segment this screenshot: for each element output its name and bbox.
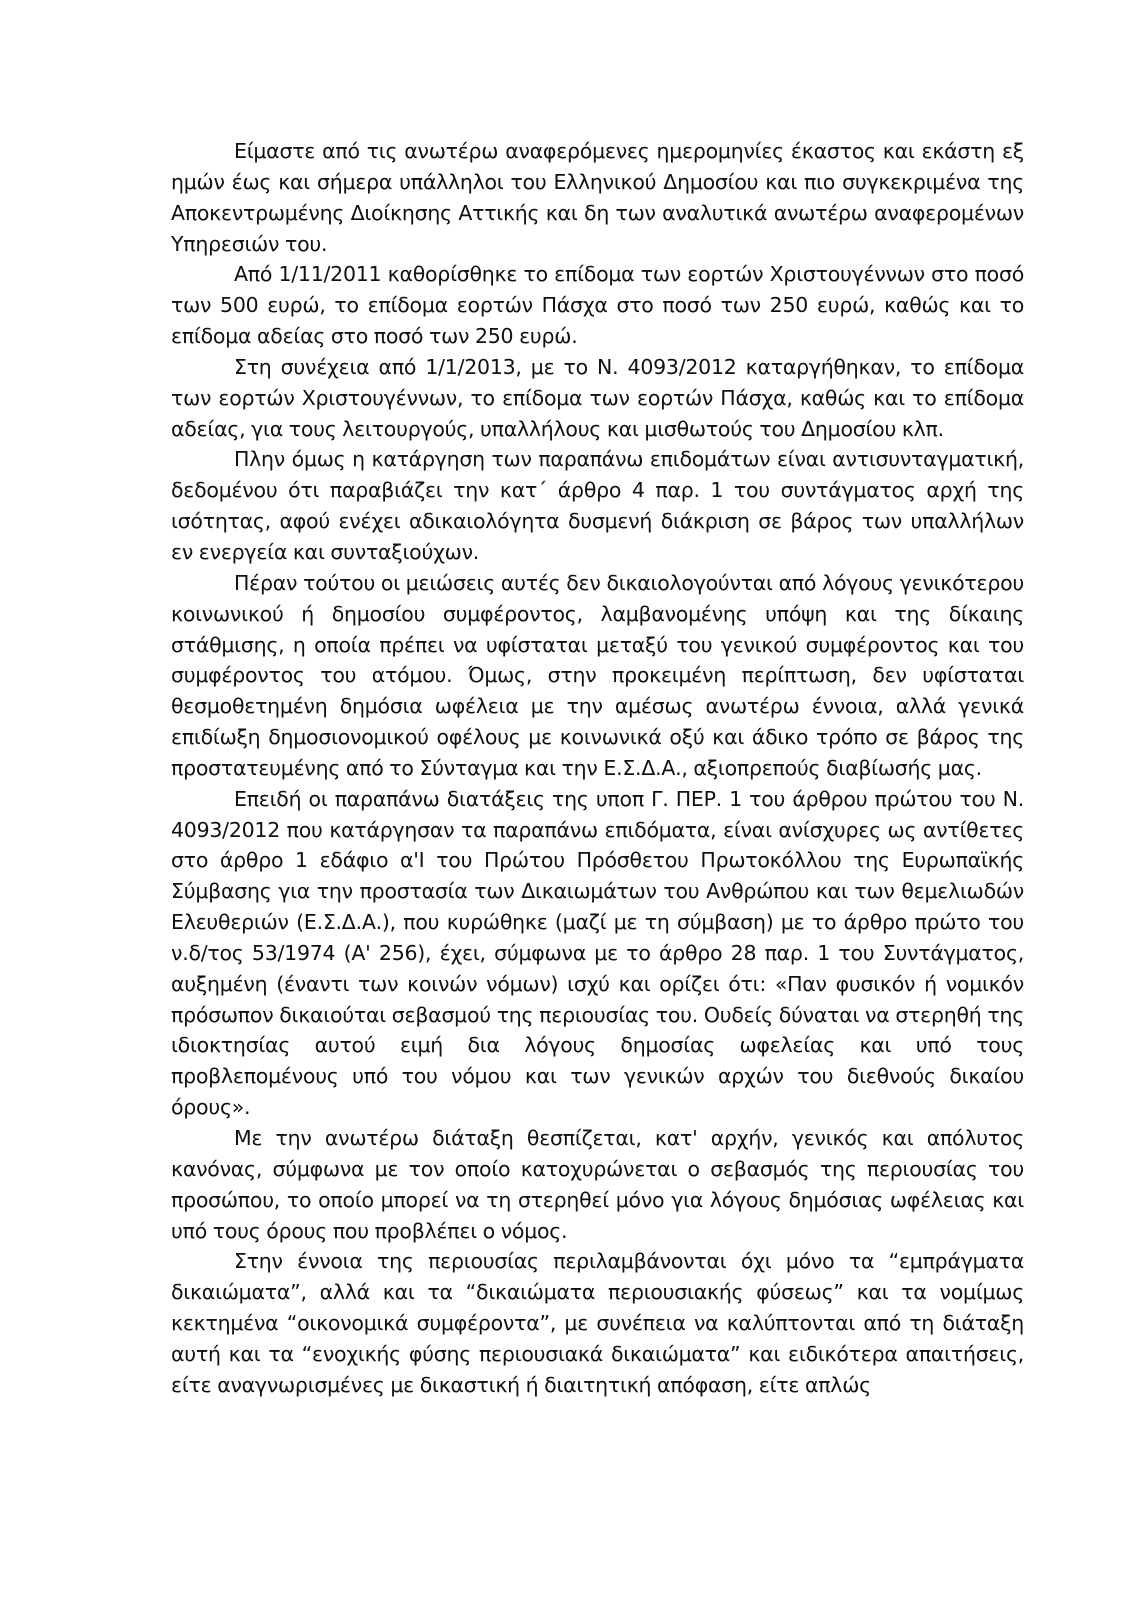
paragraph: Πλην όμως η κατάργηση των παραπάνω επιδομάτων είναι αντισυνταγματική, δεδομένου ότι παραβιάζει την κατ΄ άρθρο 4 παρ. 1 του συντάγματος αρχή της ισότητας, αφού ενέχει αδικαιολόγητα δυσμενή διάκριση σε βάρος των υπαλλήλων εν ενεργεία και συνταξιούχων. — [171, 447, 1024, 564]
paragraph: Στην έννοια της περιουσίας περιλαμβάνονται όχι μόνο τα “εμπράγματα δικαιώματα”, αλλά και τα “δικαιώματα περιουσιακής φύσεως” και τα νομίμως κεκτημένα “οικονομικά συμφέροντα”, με συνέπεια να καλύπτονται από τη διάταξη αυτή και τα “ενοχικής φύσης περιουσιακά δικαιώματα” και ειδικότερα απαιτήσεις, είτε αναγνωρισμένες με δικαστική ή διαιτητική απόφαση, είτε απλώς — [171, 1249, 1024, 1397]
paragraph: Πέραν τούτου οι μειώσεις αυτές δεν δικαιολογούνται από λόγους γενικότερου κοινωνικού ή δημοσίου συμφέροντος, λαμβανομένης υπόψη και της δίκαιης στάθμισης, η οποία πρέπει να υφίσταται μεταξύ του γενικού συμφέροντος και του συμφέροντος του ατόμου. Όμως, στην προκειμένη περίπτωση, δεν υφίσταται θεσμοθετημένη δημόσια ωφέλεια με την αμέσως ανωτέρω έννοια, αλλά γενικά επιδίωξη δημοσιονομικού οφέλους με κοινωνικά οξύ και άδικο τρόπο σε βάρος της προστατευμένης από το Σύνταγμα και την Ε.Σ.Δ.Α., αξιοπρεπούς διαβίωσής μας. — [171, 570, 1024, 780]
paragraph: Από 1/11/2011 καθορίσθηκε το επίδομα των εορτών Χριστουγέννων στο ποσό των 500 ευρώ, το επίδομα εορτών Πάσχα στο ποσό των 250 ευρώ, καθώς και το επίδομα αδείας στο ποσό των 250 ευρώ. — [171, 262, 1024, 349]
paragraph: Στη συνέχεια από 1/1/2013, με το Ν. 4093/2012 καταργήθηκαν, το επίδομα των εορτών Χριστουγέννων, το επίδομα των εορτών Πάσχα, καθώς και το επίδομα αδείας, για τους λειτουργούς, υπαλλήλους και μισθωτούς του Δημοσίου κλπ. — [171, 354, 1024, 441]
document-body — [171, 136, 1024, 1401]
paragraph: Με την ανωτέρω διάταξη θεσπίζεται, κατ' αρχήν, γενικός και απόλυτος κανόνας, σύμφωνα με τον οποίο κατοχυρώνεται ο σεβασμός της περιουσίας του προσώπου, το οποίο μπορεί να τη στερηθεί μόνο για λόγους δημόσιας ωφέλειας και υπό τους όρους που προβλέπει ο νόμος. — [171, 1126, 1024, 1243]
paragraph: Επειδή οι παραπάνω διατάξεις της υποπ Γ. ΠΕΡ. 1 του άρθρου πρώτου του Ν. 4093/2012 που κατάργησαν τα παραπάνω επιδόματα, είναι ανίσχυρες ως αντίθετες στο άρθρο 1 εδάφιο α'Ι του Πρώτου Πρόσθετου Πρωτοκόλλου της Ευρωπαϊκής Σύμβασης για την προστασία των Δικαιωμάτων του Ανθρώπου και των θεμελιωδών Ελευθεριών (Ε.Σ.Δ.Α.), που κυρώθηκε (μαζί με τη σύμβαση) με το άρθρο πρώτο του ν.δ/τος 53/1974 (Α' 256), έχει, σύμφωνα με το άρθρο 28 παρ. 1 του Συντάγματος, αυξημένη (έναντι των κοινών νόμων) ισχύ και ορίζει ότι: «Παν φυσικόν ή νομικόν πρόσωπον δικαιούται σεβασμού της περιουσίας του. Ουδείς δύναται να στερηθή της ιδιοκτησίας αυτού ειμή δια λόγους δημοσίας ωφελείας και υπό τους προβλεπομένους υπό του νόμου και των γενικών αρχών του διεθνούς δικαίου όρους». — [171, 786, 1024, 1120]
paragraph: Είμαστε από τις ανωτέρω αναφερόμενες ημερομηνίες έκαστος και εκάστη εξ ημών έως και σήμερα υπάλληλοι του Ελληνικού Δημοσίου και πιο συγκεκριμένα της Αποκεντρωμένης Διοίκησης Αττικής και δη των αναλυτικά ανωτέρω αναφερομένων Υπηρεσιών του. — [171, 139, 1024, 256]
